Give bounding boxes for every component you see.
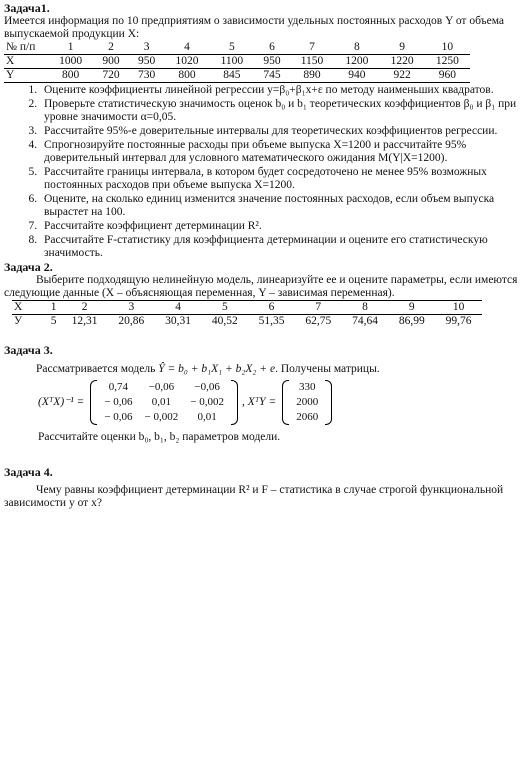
table-cell: 12,31 [71,315,98,327]
table-cell: 8 [353,41,360,53]
table-cell: 20,86 [118,315,145,327]
task1-intro: Имеется информация по 10 предприятиям о зависимости удельных постоянных расходов Y от объема выпускаемой продукции X: [4,15,504,40]
matrix-cell: 330 [298,381,316,393]
row-label: № п/п [6,41,36,53]
document-page [4,2,522,510]
row-label: X [4,55,48,69]
table-cell: 5 [50,315,57,327]
table-cell: 1220 [379,55,424,69]
table-cell: 74,64 [352,315,378,327]
list-item: 5. Рассчитайте границы интервала, в котором будет сосредоточено не менее 95% возможных постоянных расходов при объеме выпуска X=1200. [40,166,522,192]
task2-title: Задача 2. [4,260,53,274]
task3-title: Задача 3. [4,343,53,357]
table-cell: 800 [164,69,209,83]
table-cell: 3 [108,301,155,315]
task3-text: Рассматривается модель Ŷ = b₀ + b₁X₁ + b₂X₂ + e. Получены матрицы. [36,363,380,375]
table-cell: 86,99 [398,315,425,327]
table-cell: 890 [290,69,335,83]
list-item: 3. Рассчитайте 95%-е доверительные интервалы для теоретических коэффициентов регрессии. [40,125,522,138]
table-row [12,301,482,315]
table-row [4,55,470,69]
table-cell: 6 [248,301,295,315]
table-cell: 7 [309,41,315,53]
table-cell: 1020 [164,55,209,69]
table-cell: 62,75 [305,315,332,327]
task2-text: Выберите подходящую нелинейную модель, линеаризуйте ее и оцените параметры, если имеются следующие данные (X – объясняющая переменная, Y – зависимая переменная). [4,274,518,299]
table-cell: 940 [334,69,379,83]
table-cell: 1100 [210,55,255,69]
task2-table [12,300,482,328]
table-cell: 10 [435,301,482,315]
table-cell: 950 [129,55,165,69]
table-cell: 3 [143,41,150,53]
matrix-row [290,410,324,425]
table-cell: 9 [399,41,405,53]
table-cell: 745 [254,69,290,83]
matrix-cell: 2000 [296,396,319,408]
task1-table [4,41,470,83]
table-cell: 845 [210,69,255,83]
matrix-cell: 0,01 [197,411,217,423]
xty-label: , XᵀY = [241,396,277,408]
table-cell: 51,35 [258,315,285,327]
table-cell: 40,52 [211,315,238,327]
list-item: 1. Оцените коэффициенты линейной регрессии y=β₀+β₁x+ε по методу наименьших квадратов. [40,84,522,97]
list-item: 7. Рассчитайте коэффициент детерминации R². [40,220,522,233]
matrix-row [290,395,324,410]
table-cell: 4 [184,41,190,53]
table-cell: 1150 [290,55,335,69]
table-cell: 99,76 [445,315,472,327]
xty-vector [282,380,332,425]
table-cell: 4 [155,301,202,315]
table-cell: 730 [129,69,165,83]
table-cell: 9 [388,301,435,315]
table-cell: 5 [229,41,235,53]
table-row [4,69,470,83]
table-cell: 800 [48,69,93,83]
matrix-row [98,395,230,410]
matrix-row [98,380,230,395]
matrix-cell: 2060 [296,411,319,423]
row-label: Y [4,69,48,83]
matrix-cell: −0,06 [148,381,175,393]
matrices [38,380,522,425]
table-cell: 1 [46,301,61,315]
matrix-cell: 0,01 [151,396,172,408]
matrix-row [290,380,324,395]
task3-question: Рассчитайте оценки b₀, b₁, b₂ параметров модели. [38,431,281,443]
matrix-cell: − 0,06 [104,411,133,423]
table-cell: 2 [108,41,114,53]
matrix-cell: − 0,002 [144,411,179,423]
task1-title: Задача1. [4,1,50,15]
table-cell: 922 [379,69,424,83]
task4-title: Задача 4. [4,465,53,479]
matrix-cell: − 0,06 [104,396,133,408]
table-cell: 8 [342,301,389,315]
list-item: 8. Рассчитайте F-статистику для коэффициента детерминации и оцените его статистическую значимость. [40,234,522,260]
table-cell: 1250 [425,55,470,69]
table-cell: 720 [93,69,129,83]
task4-text: Чему равны коэффициент детерминации R² и F – статистика в случае строгой функциональной зависимости y от x? [4,484,504,509]
model-equation: Ŷ = b₀ + b₁X₁ + b₂X₂ + e [158,363,276,375]
table-cell: 2 [61,301,108,315]
table-row [4,41,470,55]
table-cell: 1000 [48,55,93,69]
matrix-cell: − 0,002 [190,396,224,408]
table-cell: 960 [425,69,470,83]
table-cell: 900 [93,55,129,69]
list-item: 2. Проверьте статистическую значимость оценок b₀ и b₁ теоретических коэффициентов β₀ и β₁ при уровне значимости α=0,05. [40,98,522,124]
row-label: У [14,315,23,327]
table-row [12,315,482,329]
xtx-inverse-label: (XᵀX)⁻¹ = [38,396,85,408]
xtx-inverse-matrix [90,380,238,425]
row-label: X [12,301,46,315]
table-cell: 10 [441,41,454,53]
matrix-row [98,410,230,425]
matrix-cell: −0,06 [194,381,220,393]
table-cell: 950 [254,55,290,69]
table-cell: 1 [67,41,74,53]
list-item: 6. Оцените, на сколько единиц изменится значение постоянных расходов, если объем выпуска вырастет на 100. [40,193,522,219]
table-cell: 30,31 [165,315,192,327]
table-cell: 6 [269,41,275,53]
table-cell: 5 [201,301,248,315]
task1-list [4,84,522,260]
list-item: 4. Спрогнозируйте постоянные расходы при объеме выпуска X=1200 и рассчитайте 95% доверительный интервал для условного математического ожидания M(Y|X=1200). [40,139,522,165]
table-cell: 7 [295,301,342,315]
table-cell: 1200 [334,55,379,69]
matrix-cell: 0,74 [108,381,129,393]
